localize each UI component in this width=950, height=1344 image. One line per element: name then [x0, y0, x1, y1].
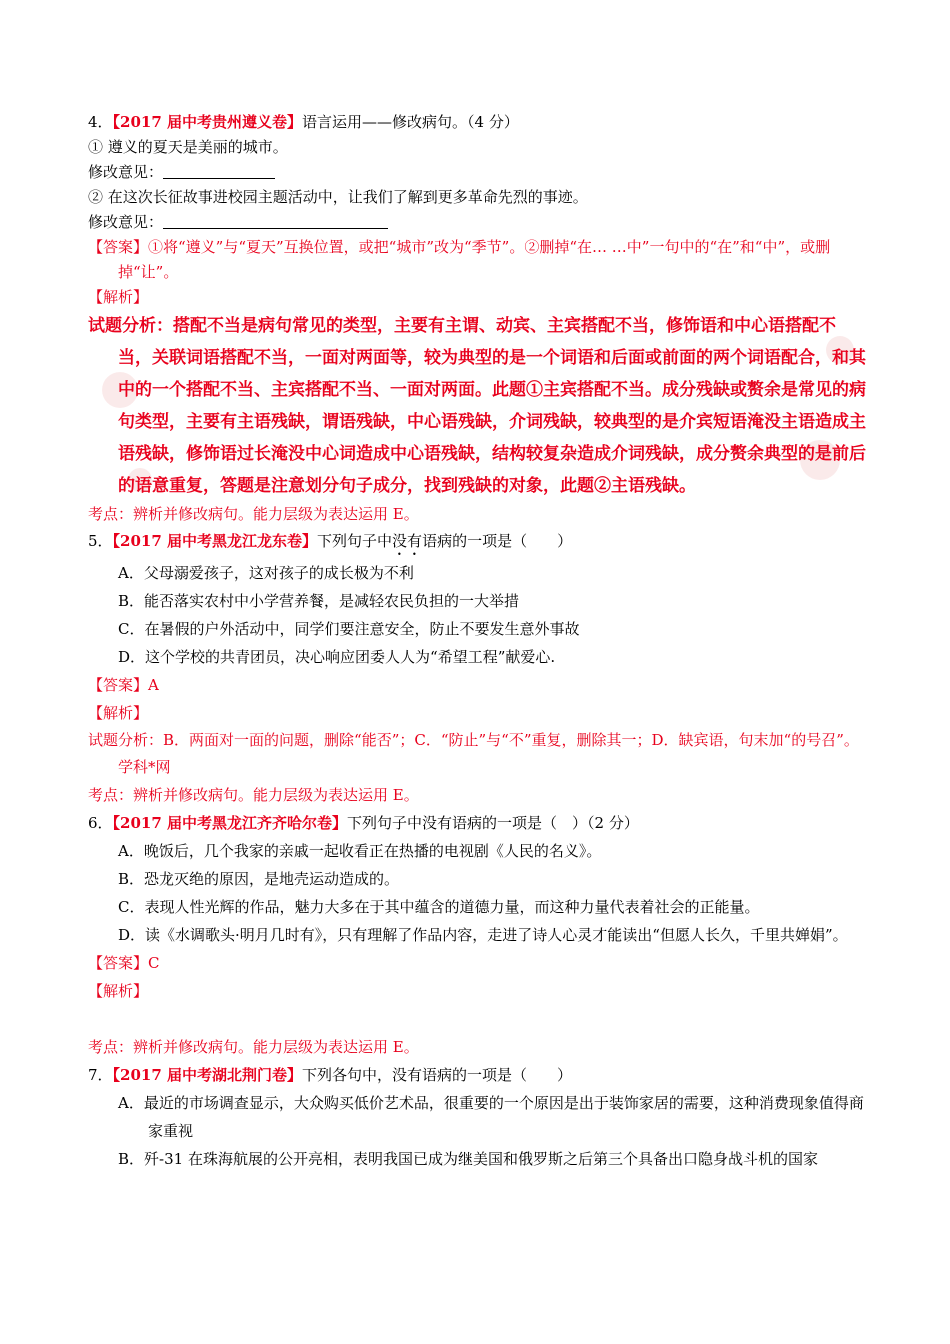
q4-analysis: 试题分析：搭配不当是病句常见的类型，主要有主谓、动宾、主宾搭配不当，修饰语和中心语搭配不当，关联词语搭配不当，一面对两面等，较为典型的是一个词语和后面或前面的两个词语配合，和其中的一个搭配不当、主宾搭配不当、一面对两面。此题①主宾搭配不当。成分残缺或赘余是常见的病句类型，主要有主语残缺，谓语残缺，中心语残缺，介词残缺，较典型的是介宾短语淹没主语造成主语残缺，修饰语过长淹没中心词造成中心语残缺，结构较复杂造成介词残缺，成分赘余典型的是前后的语意重复，答题是注意划分句子成分，找到残缺的对象，此题②主语残缺。 [88, 316, 866, 496]
q4-fix-label-2: 修改意见： [88, 213, 164, 231]
q5-kaodian: 考点：辨析并修改病句。能力层级为表达运用 E。 [88, 786, 419, 804]
q5-jiexi-label: 【解析】 [88, 704, 149, 722]
q5-stem [88, 527, 868, 559]
q4-answer-blank-1[interactable] [163, 163, 275, 179]
q6-source: 【2017 届中考黑龙江齐齐哈尔卷】 [112, 814, 348, 832]
q7-stem-text: 下列各句中，没有语病的一项是（ ） [302, 1066, 573, 1084]
q6-option-a: A．晚饭后，几个我家的亲戚一起收看正在热播的电视剧《人民的名义》。 [118, 842, 602, 860]
q5-stem-emphasis: 没有 [392, 532, 423, 550]
q5-stem-post: 语病的一项是（ ） [422, 532, 573, 550]
q4-fix-label-1: 修改意见： [88, 163, 164, 181]
q4-stem [88, 110, 868, 135]
q4-stem-text: 语言运用——修改病句。（4 分） [302, 113, 519, 131]
q5-stem-pre: 下列句子中 [317, 532, 393, 550]
q6-option-c: C．表现人性光辉的作品，魅力大多在于其中蕴含的道德力量，而这种力量代表着社会的正能量。 [118, 898, 760, 916]
q5-analysis: 试题分析：B．两面对一面的问题，删除“能否”；C．“防止”与“不”重复，删除其一；D．缺宾语，句末加“的号召”。学科*网 [88, 731, 859, 776]
document-content [88, 110, 868, 1173]
q4-sentence-2: ② 在这次长征故事进校园主题活动中，让我们了解到更多革命先烈的事迹。 [88, 188, 588, 206]
q5-option-b: B．能否落实农村中小学营养餐，是减轻农民负担的一大举措 [118, 592, 520, 610]
q4-kaodian: 考点：辨析并修改病句。能力层级为表达运用 E。 [88, 505, 419, 523]
q6-option-b: B．恐龙灭绝的原因，是地壳运动造成的。 [118, 870, 400, 888]
q5-answer: 【答案】A [88, 676, 159, 694]
q6-option-d: D．读《水调歌头·明月几时有》，只有理解了作品内容，走进了诗人心灵才能读出“但愿人长久，千里共婵娟”。 [118, 926, 848, 944]
q4-source: 【2017 届中考贵州遵义卷】 [112, 113, 303, 131]
q7-option-b: B．歼-31 在珠海航展的公开亮相，表明我国已成为继美国和俄罗斯之后第三个具备出口隐身战斗机的国家 [118, 1150, 818, 1168]
q6-answer: 【答案】C [88, 954, 160, 972]
q7-stem [88, 1061, 868, 1089]
q5-option-a: A．父母溺爱孩子，这对孩子的成长极为不利 [118, 564, 414, 582]
q6-kaodian: 考点：辨析并修改病句。能力层级为表达运用 E。 [88, 1038, 419, 1056]
q6-analysis-blank [88, 1005, 868, 1033]
q6-jiexi-label: 【解析】 [88, 982, 149, 1000]
q7-number: 7． [88, 1066, 113, 1084]
q5-source: 【2017 届中考黑龙江龙东卷】 [112, 532, 318, 550]
q4-answer: 【答案】①将“遵义”与“夏天”互换位置，或把“城市”改为“季节”。②删掉“在… …中”一句中的“在”和“中”，或删掉“让”。 [88, 238, 831, 281]
q7-option-a: A．最近的市场调查显示，大众购买低价艺术品，很重要的一个原因是出于装饰家居的需要，这种消费现象值得商家重视 [118, 1094, 864, 1140]
q6-stem-text: 下列句子中没有语病的一项是（ ）（2 分） [347, 814, 639, 832]
q4-answer-blank-2[interactable] [163, 213, 388, 229]
q5-option-c: C．在暑假的户外活动中，同学们要注意安全，防止不要发生意外事故 [118, 620, 580, 638]
q4-fix-1 [88, 160, 868, 185]
q6-number: 6． [88, 814, 113, 832]
q4-jiexi-label: 【解析】 [88, 288, 149, 306]
q7-source: 【2017 届中考湖北荆门卷】 [112, 1066, 303, 1084]
q5-option-d: D．这个学校的共青团员，决心响应团委人人为“希望工程”献爱心. [118, 648, 556, 666]
q4-number: 4． [88, 113, 113, 131]
q4-fix-2 [88, 210, 868, 235]
q5-number: 5． [88, 532, 113, 550]
q4-sentence-1: ① 遵义的夏天是美丽的城市。 [88, 138, 288, 156]
q6-stem [88, 809, 868, 837]
